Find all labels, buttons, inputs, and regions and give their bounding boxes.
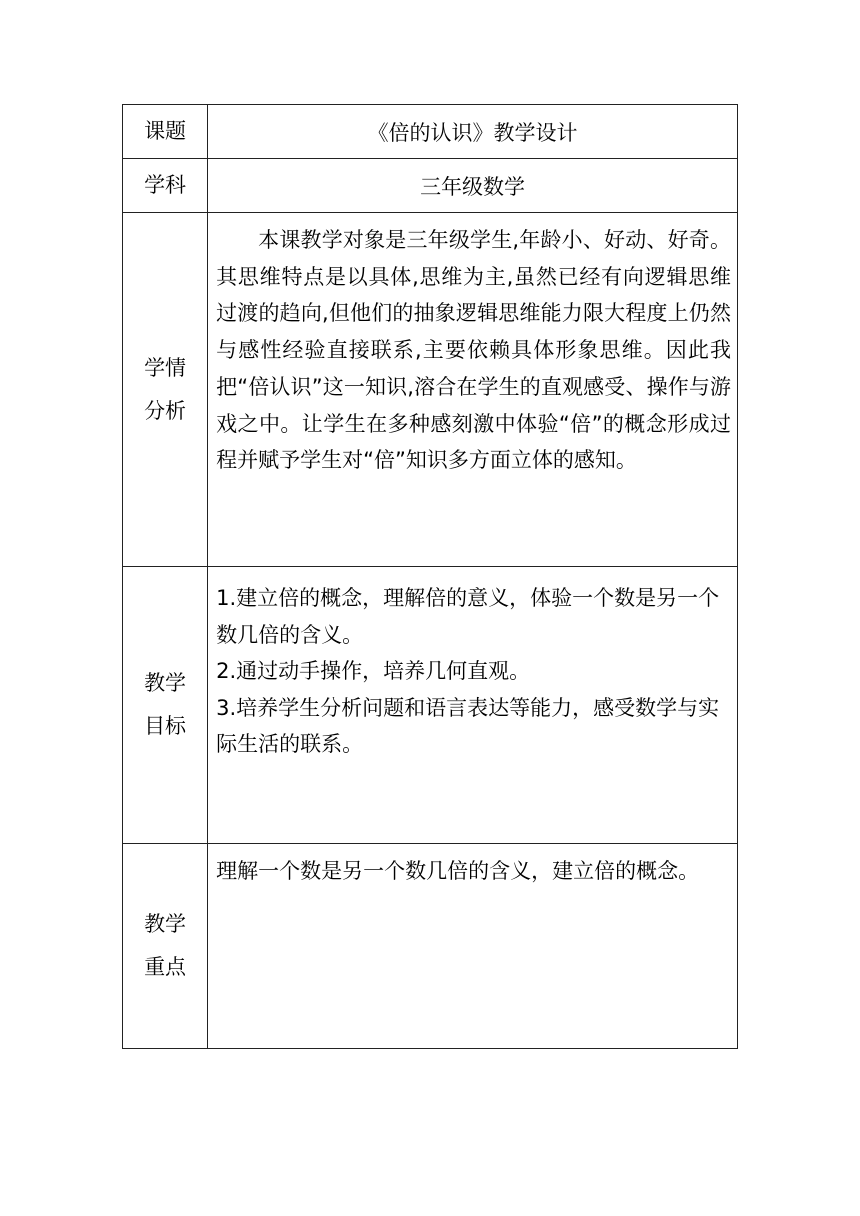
goals-list [208,567,737,763]
goals-label-line2: 目标 [144,714,187,738]
analysis-text: 本课教学对象是三年级学生,年龄小、好动、好奇。其思维特点是以具体,思维为主,虽然已经有向逻辑思维过渡的趋向,但他们的抽象逻辑思维能力限大程度上仍然与感性经验直接联系,主要依赖具体形象思维。因此我把“倍认识”这一知识,溶合在学生的直观感受、操作与游戏之中。让学生在多种感刻激中体验“倍”的概念形成过程并赋予学生对“倍”知识多方面立体的感知。 [216,228,731,473]
subject-row [123,159,738,213]
goals-row [123,567,738,844]
title-value: 《倍的认识》教学设计 [208,105,738,159]
key-points-content [208,844,738,1049]
analysis-label-line1: 学情 [144,355,187,380]
analysis-content [208,213,738,567]
lesson-plan-table [122,104,738,1049]
title-row [123,105,738,159]
goals-content [208,567,738,844]
key-points-label-line1: 教学 [144,912,187,936]
title-label: 课题 [123,105,208,159]
key-points-label [123,844,208,1049]
subject-label: 学科 [123,159,208,213]
goal-item-2: 2.通过动手操作，培养几何直观。 [216,659,531,683]
analysis-label [123,213,208,567]
goals-label [123,567,208,844]
key-points-label-line2: 重点 [144,955,187,979]
subject-value: 三年级数学 [208,159,738,213]
analysis-row [123,213,738,567]
goals-label-line1: 教学 [144,671,187,695]
goal-item-1: 1.建立倍的概念，理解倍的意义，体验一个数是另一个数几倍的含义。 [216,586,720,647]
key-points-text: 理解一个数是另一个数几倍的含义，建立倍的概念。 [216,859,700,883]
analysis-label-line2: 分析 [144,398,187,423]
key-points-row [123,844,738,1049]
goal-item-3: 3.培养学生分析问题和语言表达等能力，感受数学与实际生活的联系。 [216,695,720,756]
